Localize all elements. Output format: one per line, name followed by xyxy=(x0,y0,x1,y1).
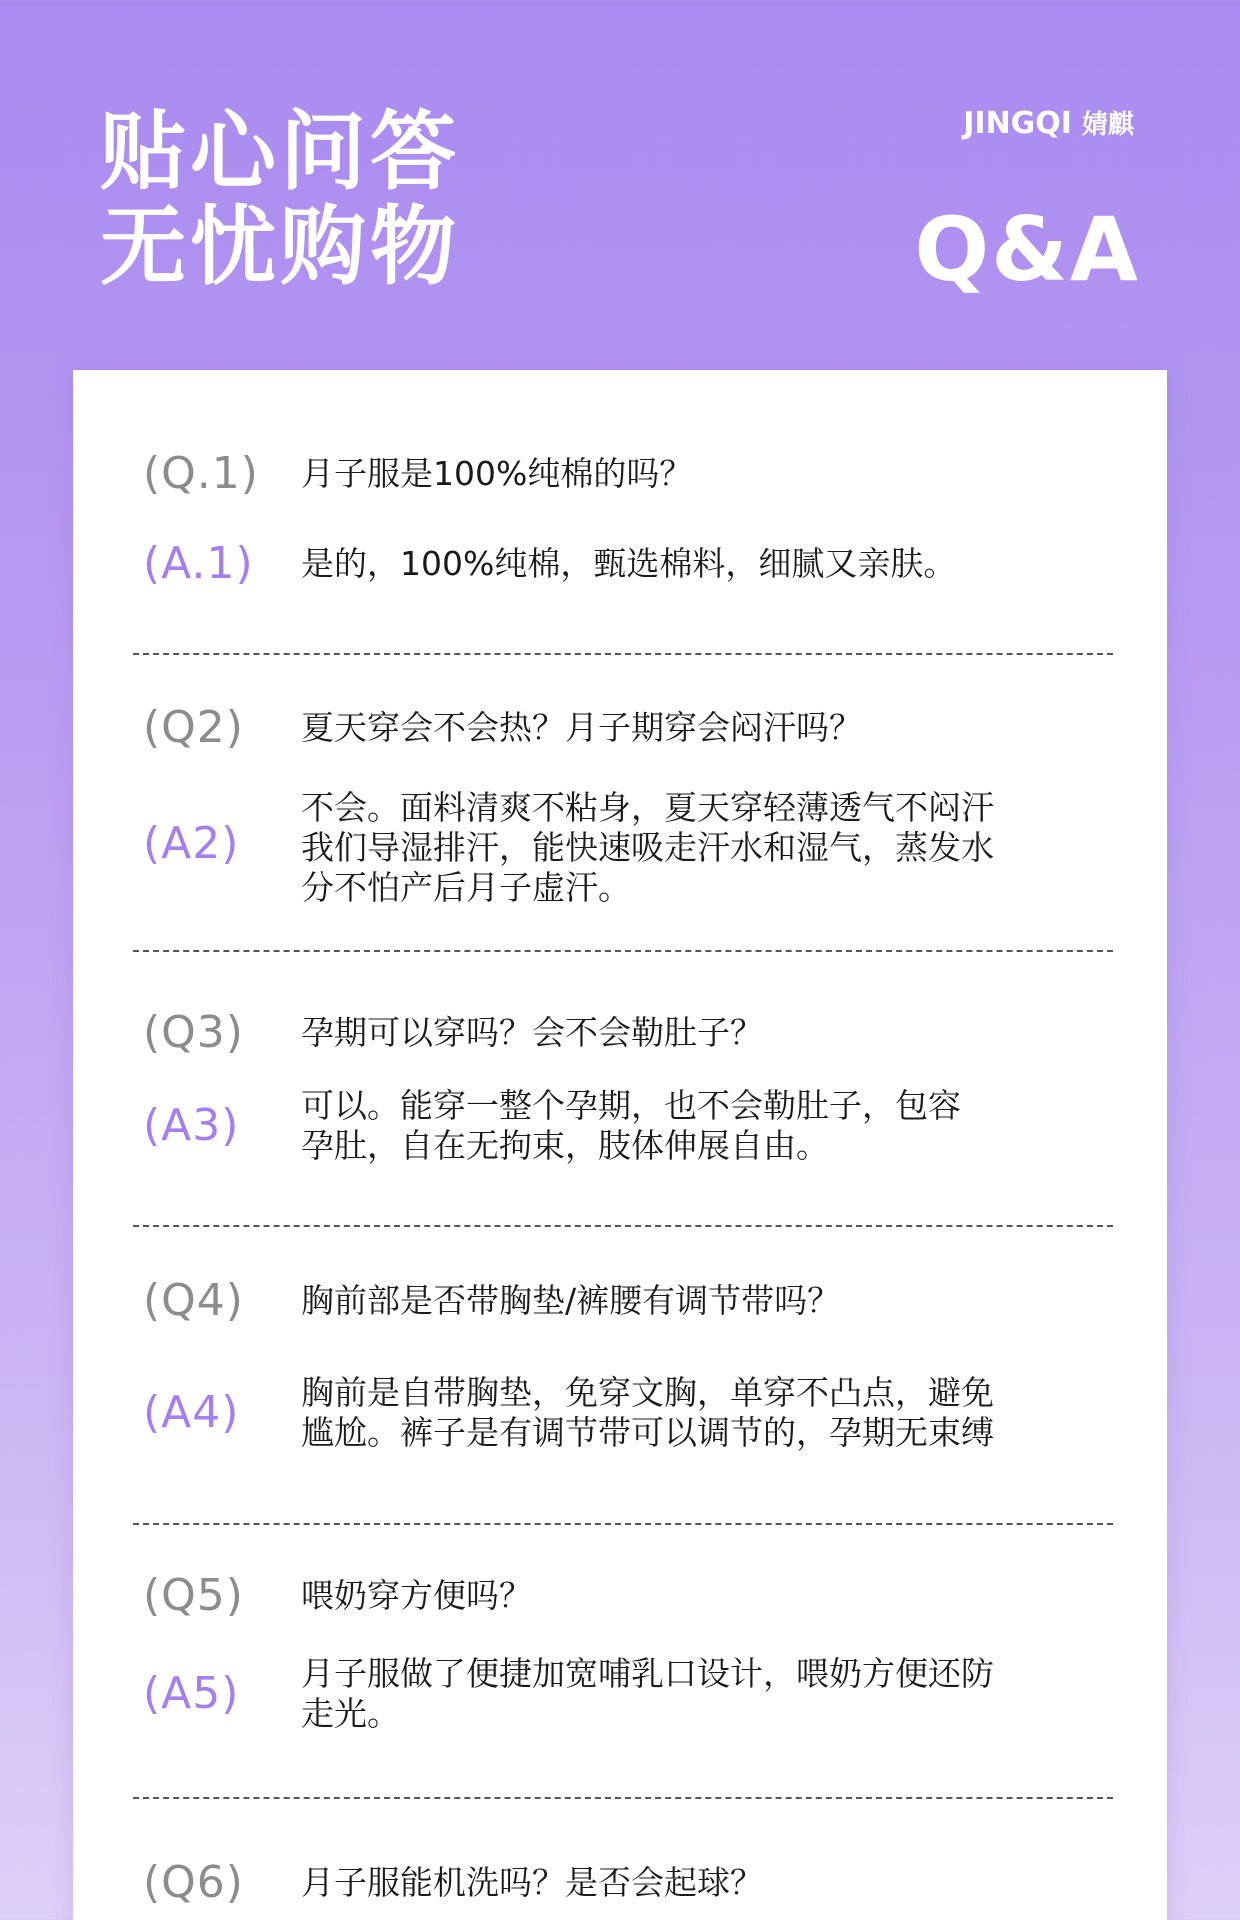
answer-tag: (A5) xyxy=(143,1668,240,1719)
answer-text xyxy=(301,1373,1131,1453)
divider xyxy=(133,1797,1113,1799)
divider xyxy=(133,1523,1113,1525)
answer-line: 我们导湿排汗，能快速吸走汗水和湿气，蒸发水 xyxy=(301,828,994,867)
brand-cn: 婧麒 xyxy=(1081,110,1134,140)
question-text: 月子服是100%纯棉的吗？ xyxy=(301,454,693,493)
divider xyxy=(133,950,1113,952)
answer-line: 可以。能穿一整个孕期，也不会勒肚子，包容 xyxy=(301,1086,961,1125)
answer-line: 分不怕产后月子虚汗。 xyxy=(301,868,631,907)
answer-tag: (A.1) xyxy=(143,538,254,589)
question-text: 夏天穿会不会热？月子期穿会闷汗吗？ xyxy=(301,708,862,747)
brand-en: JINGQI xyxy=(963,106,1072,141)
answer-tag: (A4) xyxy=(143,1387,240,1438)
answer-line: 月子服做了便捷加宽哺乳口设计，喂奶方便还防 xyxy=(301,1654,994,1693)
question-text: 孕期可以穿吗？会不会勒肚子？ xyxy=(301,1013,763,1052)
question-tag: (Q3) xyxy=(143,1007,244,1058)
divider xyxy=(133,653,1113,655)
divider xyxy=(133,1225,1113,1227)
answer-tag: (A3) xyxy=(143,1100,240,1151)
question-tag: (Q6) xyxy=(143,1857,244,1908)
question-tag: (Q2) xyxy=(143,702,244,753)
answer-tag: (A2) xyxy=(143,818,240,869)
question-text: 月子服能机洗吗？是否会起球？ xyxy=(301,1863,763,1902)
answer-line: 尴尬。裤子是有调节带可以调节的，孕期无束缚 xyxy=(301,1413,994,1452)
answer-line: 不会。面料清爽不粘身，夏天穿轻薄透气不闷汗 xyxy=(301,788,994,827)
question-text: 胸前部是否带胸垫/裤腰有调节带吗？ xyxy=(301,1281,841,1320)
answer-line: 孕肚，自在无拘束，肢体伸展自由。 xyxy=(301,1126,829,1165)
question-tag: (Q.1) xyxy=(143,448,259,499)
answer-text: 是的，100%纯棉，甄选棉料，细腻又亲肤。 xyxy=(301,544,957,583)
answer-text xyxy=(301,1086,1131,1166)
answer-line: 走光。 xyxy=(301,1694,400,1733)
faq-card xyxy=(73,370,1167,1920)
header-title xyxy=(100,102,460,297)
question-tag: (Q4) xyxy=(143,1275,244,1326)
answer-text xyxy=(301,1654,1131,1734)
answer-text xyxy=(301,788,1131,908)
answer-line: 胸前是自带胸垫，免穿文胸，单穿不凸点，避免 xyxy=(301,1373,994,1412)
title-line-1: 贴心问答 xyxy=(100,102,460,202)
brand-logo xyxy=(963,104,1134,141)
question-tag: (Q5) xyxy=(143,1570,244,1621)
question-text: 喂奶穿方便吗？ xyxy=(301,1576,532,1615)
title-line-2: 无忧购物 xyxy=(100,197,460,297)
qa-label: Q&A xyxy=(914,198,1140,301)
